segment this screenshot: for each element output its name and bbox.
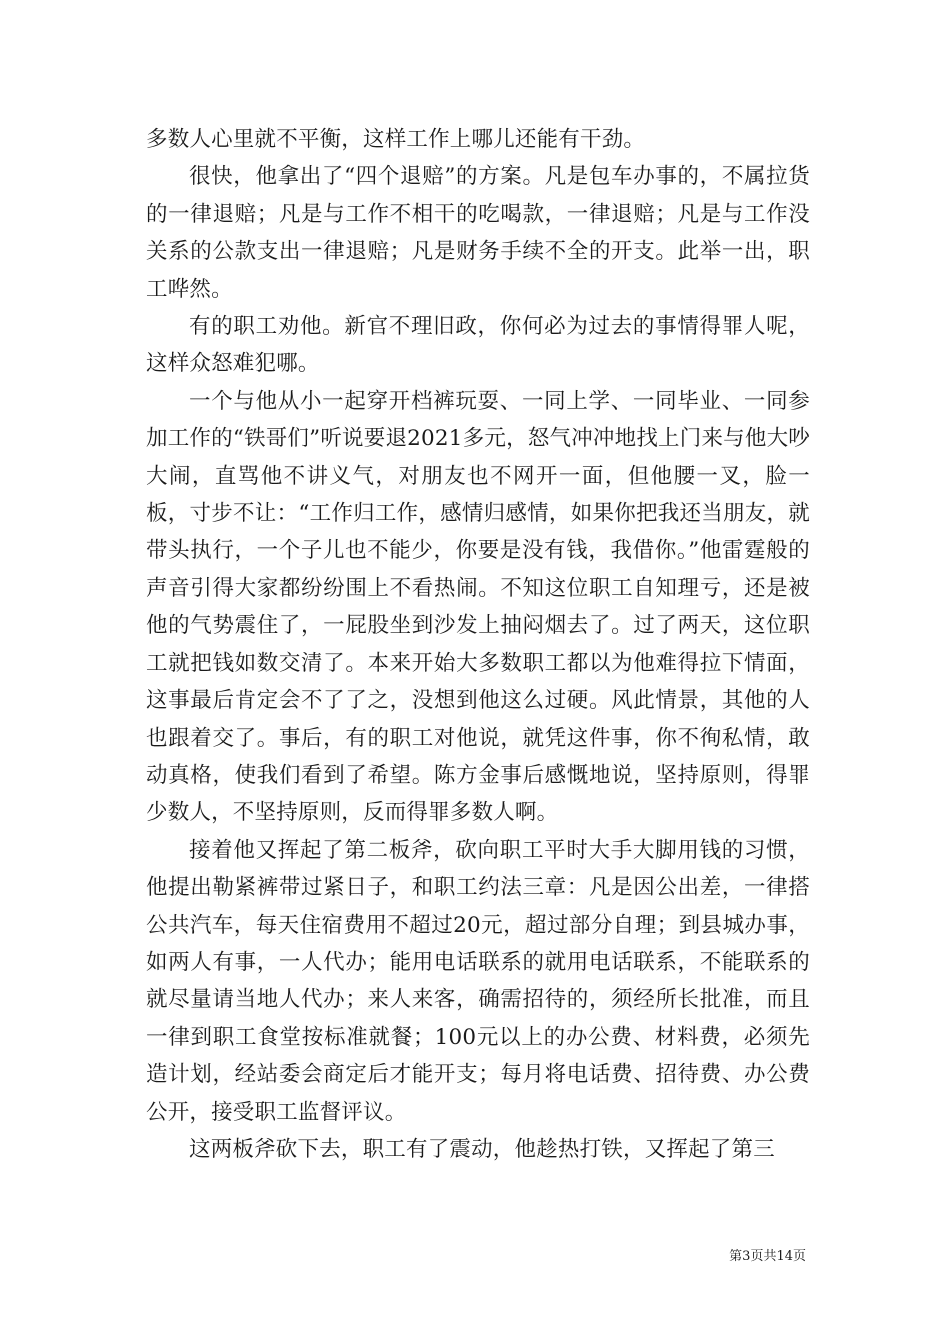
document-body: [146, 121, 810, 1168]
paragraph-5: 接着他又挥起了第二板斧，砍向职工平时大手大脚用钱的习惯，他提出勒紧裤带过紧日子，和职工约法三章：凡是因公出差，一律搭公共汽车，每天住宿费用不超过20元，超过部分自理；到县城办事，如两人有事，一人代办；能用电话联系的就用电话联系，不能联系的就尽量请当地人代办；来人来客，确需招待的，须经所长批准，而且一律到职工食堂按标准就餐；100元以上的办公费、材料费，必须先造计划，经站委会商定后才能开支；每月将电话费、招待费、办公费公开，接受职工监督评议。: [146, 837, 810, 1125]
paragraph-2: 很快，他拿出了“四个退赔”的方案。凡是包车办事的，不属拉货的一律退赔；凡是与工作不相干的吃喝款，一律退赔；凡是与工作没关系的公款支出一律退赔；凡是财务手续不全的开支。此举一出，职工哗然。: [146, 164, 810, 302]
paragraph-1: 多数人心里就不平衡，这样工作上哪儿还能有干劲。: [146, 127, 646, 152]
paragraph-4: 一个与他从小一起穿开档裤玩耍、一同上学、一同毕业、一同参加工作的“铁哥们”听说要退2021多元，怒气冲冲地找上门来与他大吵大闹，直骂他不讲义气，对朋友也不网开一面，但他腰一叉，脸一板，寸步不让：“工作归工作，感情归感情，如果你把我还当朋友，就带头执行，一个子儿也不能少，你要是没有钱，我借你。”他雷霆般的声音引得大家都纷纷围上不看热闹。不知这位职工自知理亏，还是被他的气势震住了，一屁股坐到沙发上抽闷烟去了。过了两天，这位职工就把钱如数交清了。本来开始大多数职工都以为他难得拉下情面，这事最后肯定会不了了之，没想到他这么过硬。风此情景，其他的人也跟着交了。事后，有的职工对他说，就凭这件事，你不徇私情，敢动真格，使我们看到了希望。陈方金事后感慨地说，坚持原则，得罪少数人，不坚持原则，反而得罪多数人啊。: [146, 388, 810, 826]
paragraph-6: 这两板斧砍下去，职工有了震动，他趁热打铁，又挥起了第三: [189, 1136, 775, 1162]
page-number-footer: 第3页共14页: [729, 1249, 806, 1264]
paragraph-3: 有的职工劝他。新官不理旧政，你何必为过去的事情得罪人呢，这样众怒难犯哪。: [146, 314, 810, 377]
